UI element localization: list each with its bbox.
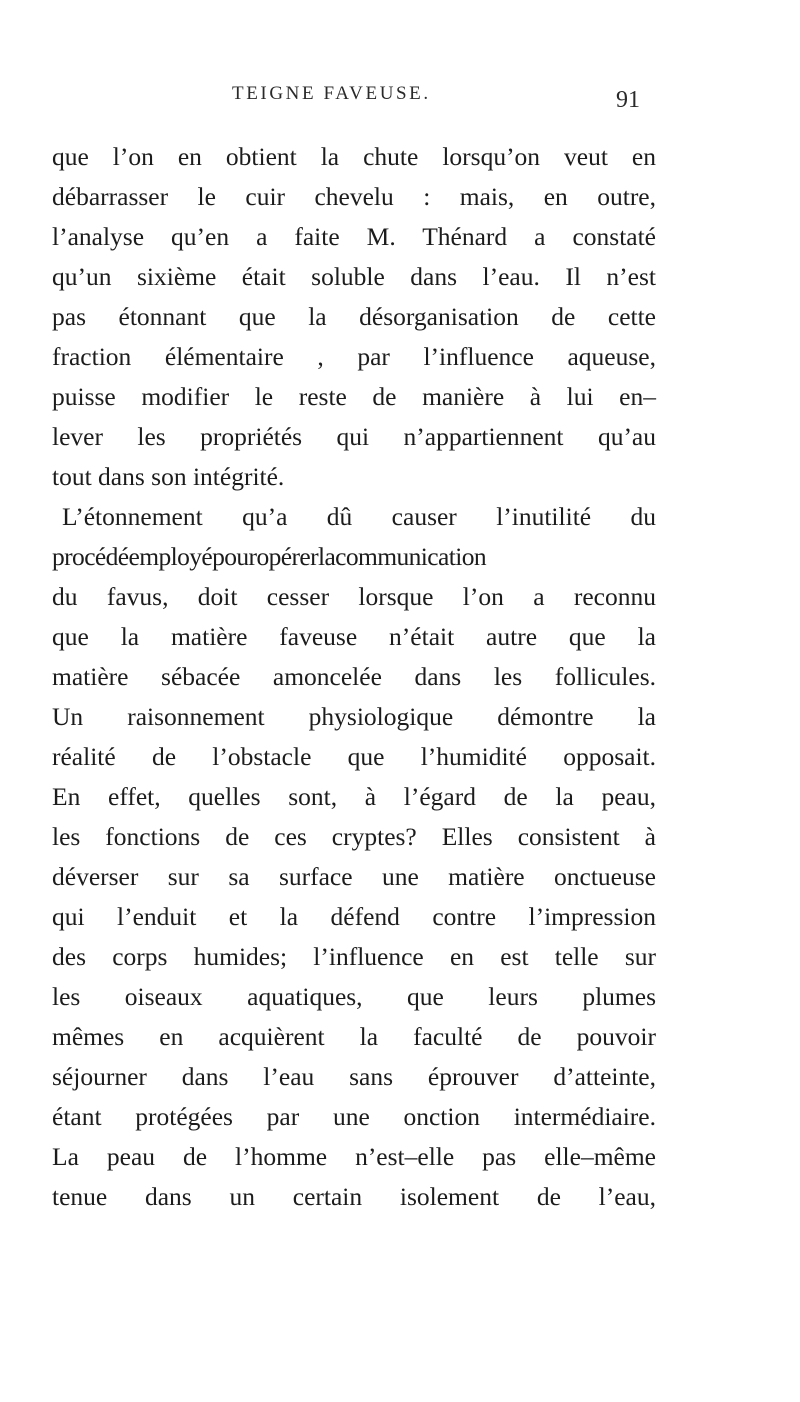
text-line: matière sébacée amoncelée dans les follicules.	[52, 662, 656, 691]
text-line: La peau de l’homme n’est–elle pas elle–même	[52, 1142, 656, 1171]
page-number: 91	[616, 87, 640, 113]
text-line: tenue dans un certain isolement de l’eau,	[52, 1182, 656, 1211]
text-line: qu’un sixième était soluble dans l’eau. Il n’est	[52, 262, 656, 291]
text-line: les fonctions de ces cryptes? Elles consistent à	[52, 822, 656, 851]
text-line: En effet, quelles sont, à l’égard de la peau,	[52, 782, 656, 811]
text-line: l’analyse qu’en a faite M. Thénard a constaté	[52, 222, 656, 251]
text-line: puisse modifier le reste de manière à lui en–	[52, 382, 656, 411]
text-line: du favus, doit cesser lorsque l’on a reconnu	[52, 582, 656, 611]
text-line: séjourner dans l’eau sans éprouver d’atteinte,	[52, 1062, 656, 1091]
text-line: qui l’enduit et la défend contre l’impression	[52, 902, 656, 931]
text-line: débarrasser le cuir chevelu : mais, en outre,	[52, 182, 656, 211]
text-line: Un raisonnement physiologique démontre la	[52, 702, 656, 731]
text-line: procédéemployépouropérerlacommunication	[52, 542, 486, 571]
text-line: pas étonnant que la désorganisation de cette	[52, 302, 656, 331]
text-line: des corps humides; l’influence en est telle sur	[52, 942, 656, 971]
text-line: les oiseaux aquatiques, que leurs plumes	[52, 982, 656, 1011]
text-line: déverser sur sa surface une matière onctueuse	[52, 862, 656, 891]
text-line: que la matière faveuse n’était autre que la	[52, 622, 656, 651]
text-line: étant protégées par une onction intermédiaire.	[52, 1102, 656, 1131]
running-head: TEIGNE FAVEUSE.	[232, 83, 431, 104]
text-line: que l’on en obtient la chute lorsqu’on veut en	[52, 142, 656, 171]
body-text	[52, 137, 656, 1217]
paragraph-end-line: tout dans son intégrité.	[52, 462, 285, 491]
text-line: réalité de l’obstacle que l’humidité opposait.	[52, 742, 656, 771]
text-line: lever les propriétés qui n’appartiennent qu’au	[52, 422, 656, 451]
page-header	[0, 83, 800, 113]
text-line: mêmes en acquièrent la faculté de pouvoir	[52, 1022, 656, 1051]
paragraph-start-line: L’étonnement qu’a dû causer l’inutilité du	[62, 502, 656, 531]
text-line: fraction élémentaire , par l’influence aqueuse,	[52, 342, 656, 371]
